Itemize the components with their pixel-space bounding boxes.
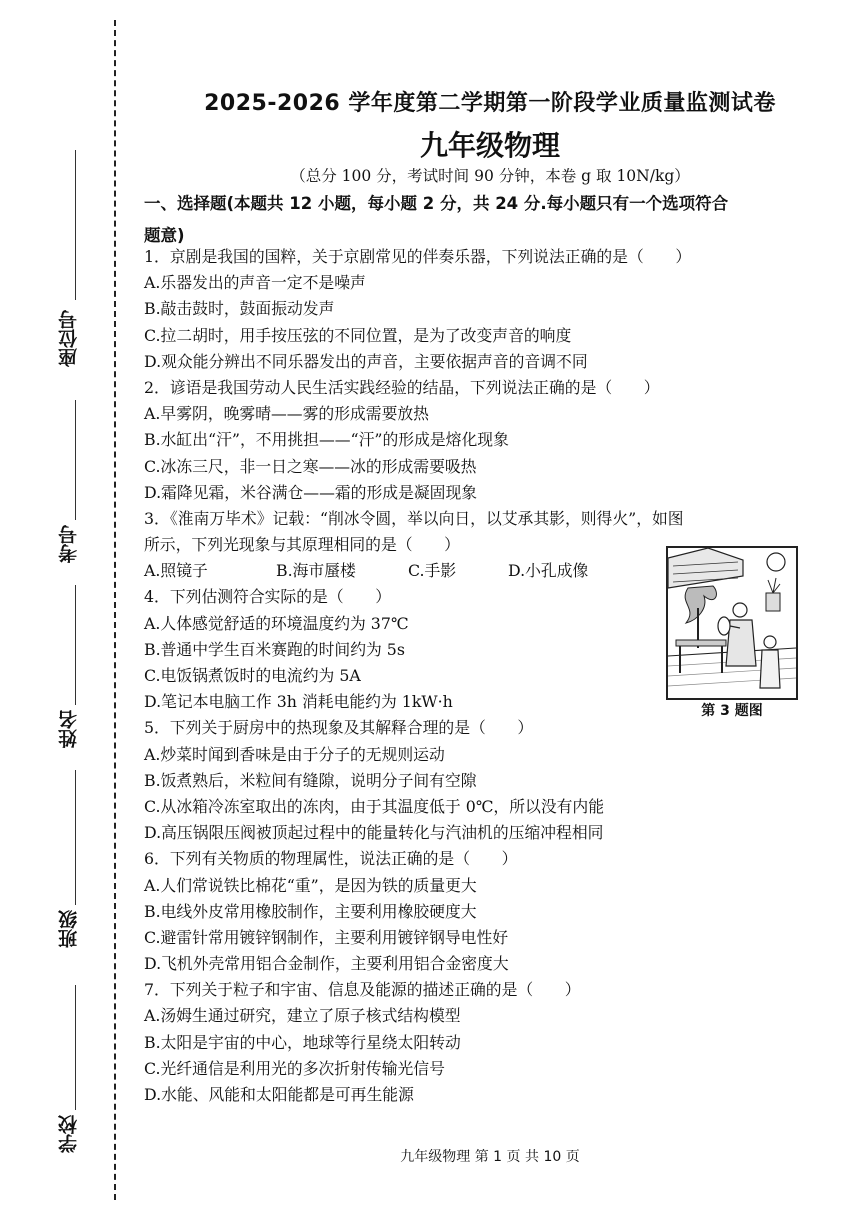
- question-2-option-c[interactable]: C.冰冻三尺，非一日之寒——冰的形成需要吸热: [144, 456, 477, 476]
- question-5-option-a[interactable]: A.炒菜时闻到香味是由于分子的无规则运动: [144, 744, 445, 764]
- class-underline: [75, 770, 76, 905]
- name-underline: [75, 585, 76, 705]
- question-4-option-c[interactable]: C.电饭锅煮饭时的电流约为 5A: [144, 666, 361, 685]
- section-heading-line1: 一、选择题(本题共 12 小题，每小题 2 分，共 24 分.每小题只有一个选项符合: [144, 194, 729, 213]
- name-field[interactable]: [55, 585, 95, 755]
- question-1-option-d[interactable]: D.观众能分辨出不同乐器发出的声音，主要依据声音的音调不同: [144, 351, 588, 371]
- question-3-option-a[interactable]: A.照镜子: [144, 561, 208, 581]
- question-3-figure: [666, 546, 798, 700]
- seat-number-label: 座位号: [58, 310, 80, 367]
- question-2-option-d[interactable]: D.霜降见霜，米谷满仓——霜的形成是凝固现象: [144, 482, 478, 502]
- question-5-stem: 5．下列关于厨房中的热现象及其解释合理的是（ ）: [144, 718, 534, 738]
- section-heading: [144, 188, 824, 252]
- question-6-option-a[interactable]: A.人们常说铁比棉花“重”，是因为铁的质量更大: [144, 875, 477, 895]
- question-6-stem: 6．下列有关物质的物理属性，说法正确的是（ ）: [144, 849, 518, 869]
- school-underline: [75, 985, 76, 1110]
- ice-lens-fire-illustration: [668, 548, 796, 698]
- name-label: 姓名: [58, 710, 80, 748]
- question-7-stem: 7．下列关于粒子和宇宙、信息及能源的描述正确的是（ ）: [144, 980, 581, 1000]
- question-1-option-a[interactable]: A.乐器发出的声音一定不是噪声: [144, 273, 366, 293]
- question-4-stem: 4．下列估测符合实际的是（ ）: [144, 587, 392, 607]
- question-6-option-b[interactable]: B.电线外皮常用橡胶制作，主要利用橡胶硬度大: [144, 901, 477, 921]
- question-4-option-b[interactable]: B.普通中学生百米赛跑的时间约为 5s: [144, 639, 405, 659]
- exam-number-field[interactable]: [55, 400, 95, 575]
- question-3-stem-line1: 3．《淮南万毕术》记载：“削冰令圆，举以向日，以艾承其影，则得火”，如图: [144, 508, 684, 528]
- question-7-option-b[interactable]: B.太阳是宇宙的中心，地球等行星绕太阳转动: [144, 1032, 461, 1052]
- exam-meta: （总分 100 分，考试时间 90 分钟，本卷 g 取 10N/kg）: [290, 167, 690, 185]
- question-1-option-b[interactable]: B.敲击鼓时，鼓面振动发声: [144, 299, 335, 319]
- question-4-option-a[interactable]: A.人体感觉舒适的环境温度约为 37℃: [144, 613, 409, 633]
- section-heading-line2: 题意): [144, 226, 185, 245]
- question-3-figure-caption: 第 3 题图: [701, 703, 763, 719]
- exam-number-label: 考号: [58, 525, 80, 563]
- question-7-option-d[interactable]: D.水能、风能和太阳能都是可再生能源: [144, 1085, 414, 1104]
- exam-number-underline: [75, 400, 76, 520]
- page-footer: 九年级物理 第 1 页 共 10 页: [400, 1149, 580, 1165]
- seat-number-field[interactable]: [55, 150, 95, 390]
- question-5-option-c[interactable]: C.从冰箱冷冻室取出的冻肉，由于其温度低于 0℃，所以没有内能: [144, 796, 605, 816]
- exam-title: 2025-2026 学年度第二学期第一阶段学业质量监测试卷: [204, 91, 776, 116]
- question-3-option-c[interactable]: C.手影: [408, 561, 457, 581]
- question-1-option-c[interactable]: C.拉二胡时，用手按压弦的不同位置，是为了改变声音的响度: [144, 325, 572, 345]
- question-7-option-a[interactable]: A.汤姆生通过研究，建立了原子核式结构模型: [144, 1006, 461, 1026]
- question-3-option-d[interactable]: D.小孔成像: [508, 561, 589, 581]
- question-7-option-c[interactable]: C.光纤通信是利用光的多次折射传输光信号: [144, 1058, 445, 1078]
- question-5-option-d[interactable]: D.高压锅限压阀被顶起过程中的能量转化与汽油机的压缩冲程相同: [144, 823, 604, 843]
- question-3-stem-line2: 所示，下列光现象与其原理相同的是（ ）: [144, 535, 460, 555]
- question-2-stem: 2．谚语是我国劳动人民生活实践经验的结晶，下列说法正确的是（ ）: [144, 377, 660, 397]
- question-4-option-d[interactable]: D.笔记本电脑工作 3h 消耗电能约为 1kW·h: [144, 692, 453, 712]
- binding-dashed-line: [114, 20, 116, 1200]
- class-label: 班级: [58, 910, 80, 948]
- question-2-option-a[interactable]: A.早雾阴，晚雾晴——雾的形成需要放热: [144, 404, 429, 424]
- question-6-option-c[interactable]: C.避雷针常用镀锌钢制作，主要利用镀锌钢导电性好: [144, 927, 509, 947]
- question-1-stem: 1．京剧是我国的国粹，关于京剧常见的伴奏乐器，下列说法正确的是（ ）: [144, 247, 692, 266]
- school-field[interactable]: [55, 985, 95, 1165]
- question-2-option-b[interactable]: B.水缸出“汗”，不用挑担——“汗”的形成是熔化现象: [144, 430, 509, 450]
- question-5-option-b[interactable]: B.饭煮熟后，米粒间有缝隙，说明分子间有空隙: [144, 770, 477, 790]
- question-6-option-d[interactable]: D.飞机外壳常用铝合金制作，主要利用铝合金密度大: [144, 954, 509, 974]
- question-3-option-b[interactable]: B.海市蜃楼: [276, 561, 356, 581]
- school-label: 学校: [58, 1115, 80, 1153]
- class-field[interactable]: [55, 770, 95, 960]
- seat-number-underline: [75, 150, 76, 300]
- exam-subtitle: 九年级物理: [419, 129, 560, 162]
